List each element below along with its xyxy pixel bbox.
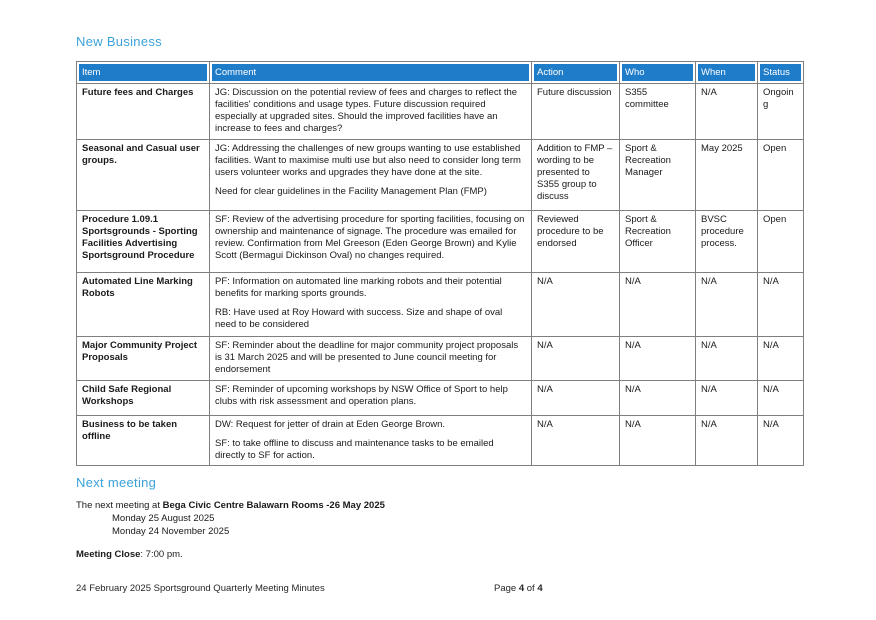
cell-action: Future discussion — [532, 84, 620, 140]
cell-comment: DW: Request for jetter of drain at Eden George Brown. SF: to take offline to discuss and maintenance tasks to be emailed directly to SF for action. — [210, 416, 532, 466]
table-row — [77, 84, 804, 140]
column-header-comment: Comment — [210, 62, 532, 84]
cell-item: Major Community Project Proposals — [77, 337, 210, 381]
next-meeting-section — [76, 475, 803, 561]
footer-total-pages: 4 — [537, 583, 543, 594]
column-header-who: Who — [620, 62, 696, 84]
cell-status: N/A — [758, 273, 804, 337]
page-footer — [76, 583, 803, 594]
cell-status: N/A — [758, 416, 804, 466]
table-row — [77, 211, 804, 273]
cell-who: N/A — [620, 273, 696, 337]
cell-status: N/A — [758, 381, 804, 416]
footer-current-page: 4 — [518, 583, 525, 594]
column-header-status: Status — [758, 62, 804, 84]
cell-status: Open — [758, 140, 804, 211]
cell-when: N/A — [696, 273, 758, 337]
meeting-close-line — [76, 548, 803, 561]
next-meeting-venue-date: Bega Civic Centre Balawarn Rooms -26 May 2025 — [162, 500, 385, 511]
cell-status: Open — [758, 211, 804, 273]
future-meeting-dates — [112, 512, 803, 538]
footer-page-of: of — [524, 583, 538, 594]
cell-who: Sport & Recreation Officer — [620, 211, 696, 273]
cell-comment: PF: Information on automated line marking robots and their potential benefits for marking sports grounds. RB: Have used at Roy Howard with success. Size and shape of oval need to be considered — [210, 273, 532, 337]
footer-page-number — [494, 583, 543, 594]
table-header-row — [77, 62, 804, 84]
table-row — [77, 140, 804, 211]
cell-action: N/A — [532, 416, 620, 466]
future-meeting-date: Monday 24 November 2025 — [112, 526, 230, 537]
future-meeting-date: Monday 25 August 2025 — [112, 513, 215, 524]
cell-comment: JG: Addressing the challenges of new groups wanting to use established facilities. Want to maximise multi use but also need to consider long term users volunteer works and upgrades they have done at the site. Need for clear guidelines in the Facility Management Plan (FMP) — [210, 140, 532, 211]
new-business-table — [76, 61, 804, 466]
table-row — [77, 273, 804, 337]
new-business-heading: New Business — [76, 34, 162, 49]
cell-who: N/A — [620, 337, 696, 381]
cell-item: Seasonal and Casual user groups. — [77, 140, 210, 211]
cell-when: May 2025 — [696, 140, 758, 211]
cell-item: Future fees and Charges — [77, 84, 210, 140]
cell-when: BVSC procedure process. — [696, 211, 758, 273]
cell-comment: SF: Reminder of upcoming workshops by NSW Office of Sport to help clubs with risk assessment and operation plans. — [210, 381, 532, 416]
table-row — [77, 337, 804, 381]
next-meeting-intro — [76, 499, 803, 512]
cell-action: Addition to FMP – wording to be presented to S355 group to discuss — [532, 140, 620, 211]
page-content — [76, 34, 803, 561]
cell-action: N/A — [532, 273, 620, 337]
meeting-close-time: : 7:00 pm. — [140, 549, 183, 560]
cell-status: Ongoing — [758, 84, 804, 140]
cell-who: Sport & Recreation Manager — [620, 140, 696, 211]
cell-when: N/A — [696, 381, 758, 416]
column-header-when: When — [696, 62, 758, 84]
cell-who: S355 committee — [620, 84, 696, 140]
table-row — [77, 416, 804, 466]
next-meeting-heading: Next meeting — [76, 475, 157, 490]
cell-action: Reviewed procedure to be endorsed — [532, 211, 620, 273]
column-header-action: Action — [532, 62, 620, 84]
cell-action: N/A — [532, 381, 620, 416]
cell-item: Business to be taken offline — [77, 416, 210, 466]
cell-item: Child Safe Regional Workshops — [77, 381, 210, 416]
cell-item: Procedure 1.09.1 Sportsgrounds - Sporting Facilities Advertising Sportsground Procedure — [77, 211, 210, 273]
cell-item: Automated Line Marking Robots — [77, 273, 210, 337]
cell-comment: SF: Reminder about the deadline for major community project proposals is 31 March 2025 and will be presented to June council meeting for endorsement — [210, 337, 532, 381]
cell-comment: SF: Review of the advertising procedure for sporting facilities, focusing on ownership and maintenance of signage. The procedure was emailed for review. Confirmation from Mel Greeson (Eden George Brown) and Kylie Scott (Bermagui Dickinson Oval) no changes required. — [210, 211, 532, 273]
meeting-close-label: Meeting Close — [76, 549, 141, 560]
cell-action: N/A — [532, 337, 620, 381]
next-meeting-intro-prefix: The next meeting at — [76, 500, 163, 511]
table-row — [77, 381, 804, 416]
cell-who: N/A — [620, 416, 696, 466]
cell-when: N/A — [696, 337, 758, 381]
cell-when: N/A — [696, 84, 758, 140]
column-header-item: Item — [77, 62, 210, 84]
footer-document-title: 24 February 2025 Sportsground Quarterly Meeting Minutes — [76, 583, 325, 594]
cell-when: N/A — [696, 416, 758, 466]
footer-page-prefix: Page — [494, 583, 519, 594]
cell-who: N/A — [620, 381, 696, 416]
cell-comment: JG: Discussion on the potential review of fees and charges to reflect the facilities' conditions and usage types. Future discussion required especially at upgraded sites. Should the improved facilities have an increase to fees and charges? — [210, 84, 532, 140]
cell-status: N/A — [758, 337, 804, 381]
